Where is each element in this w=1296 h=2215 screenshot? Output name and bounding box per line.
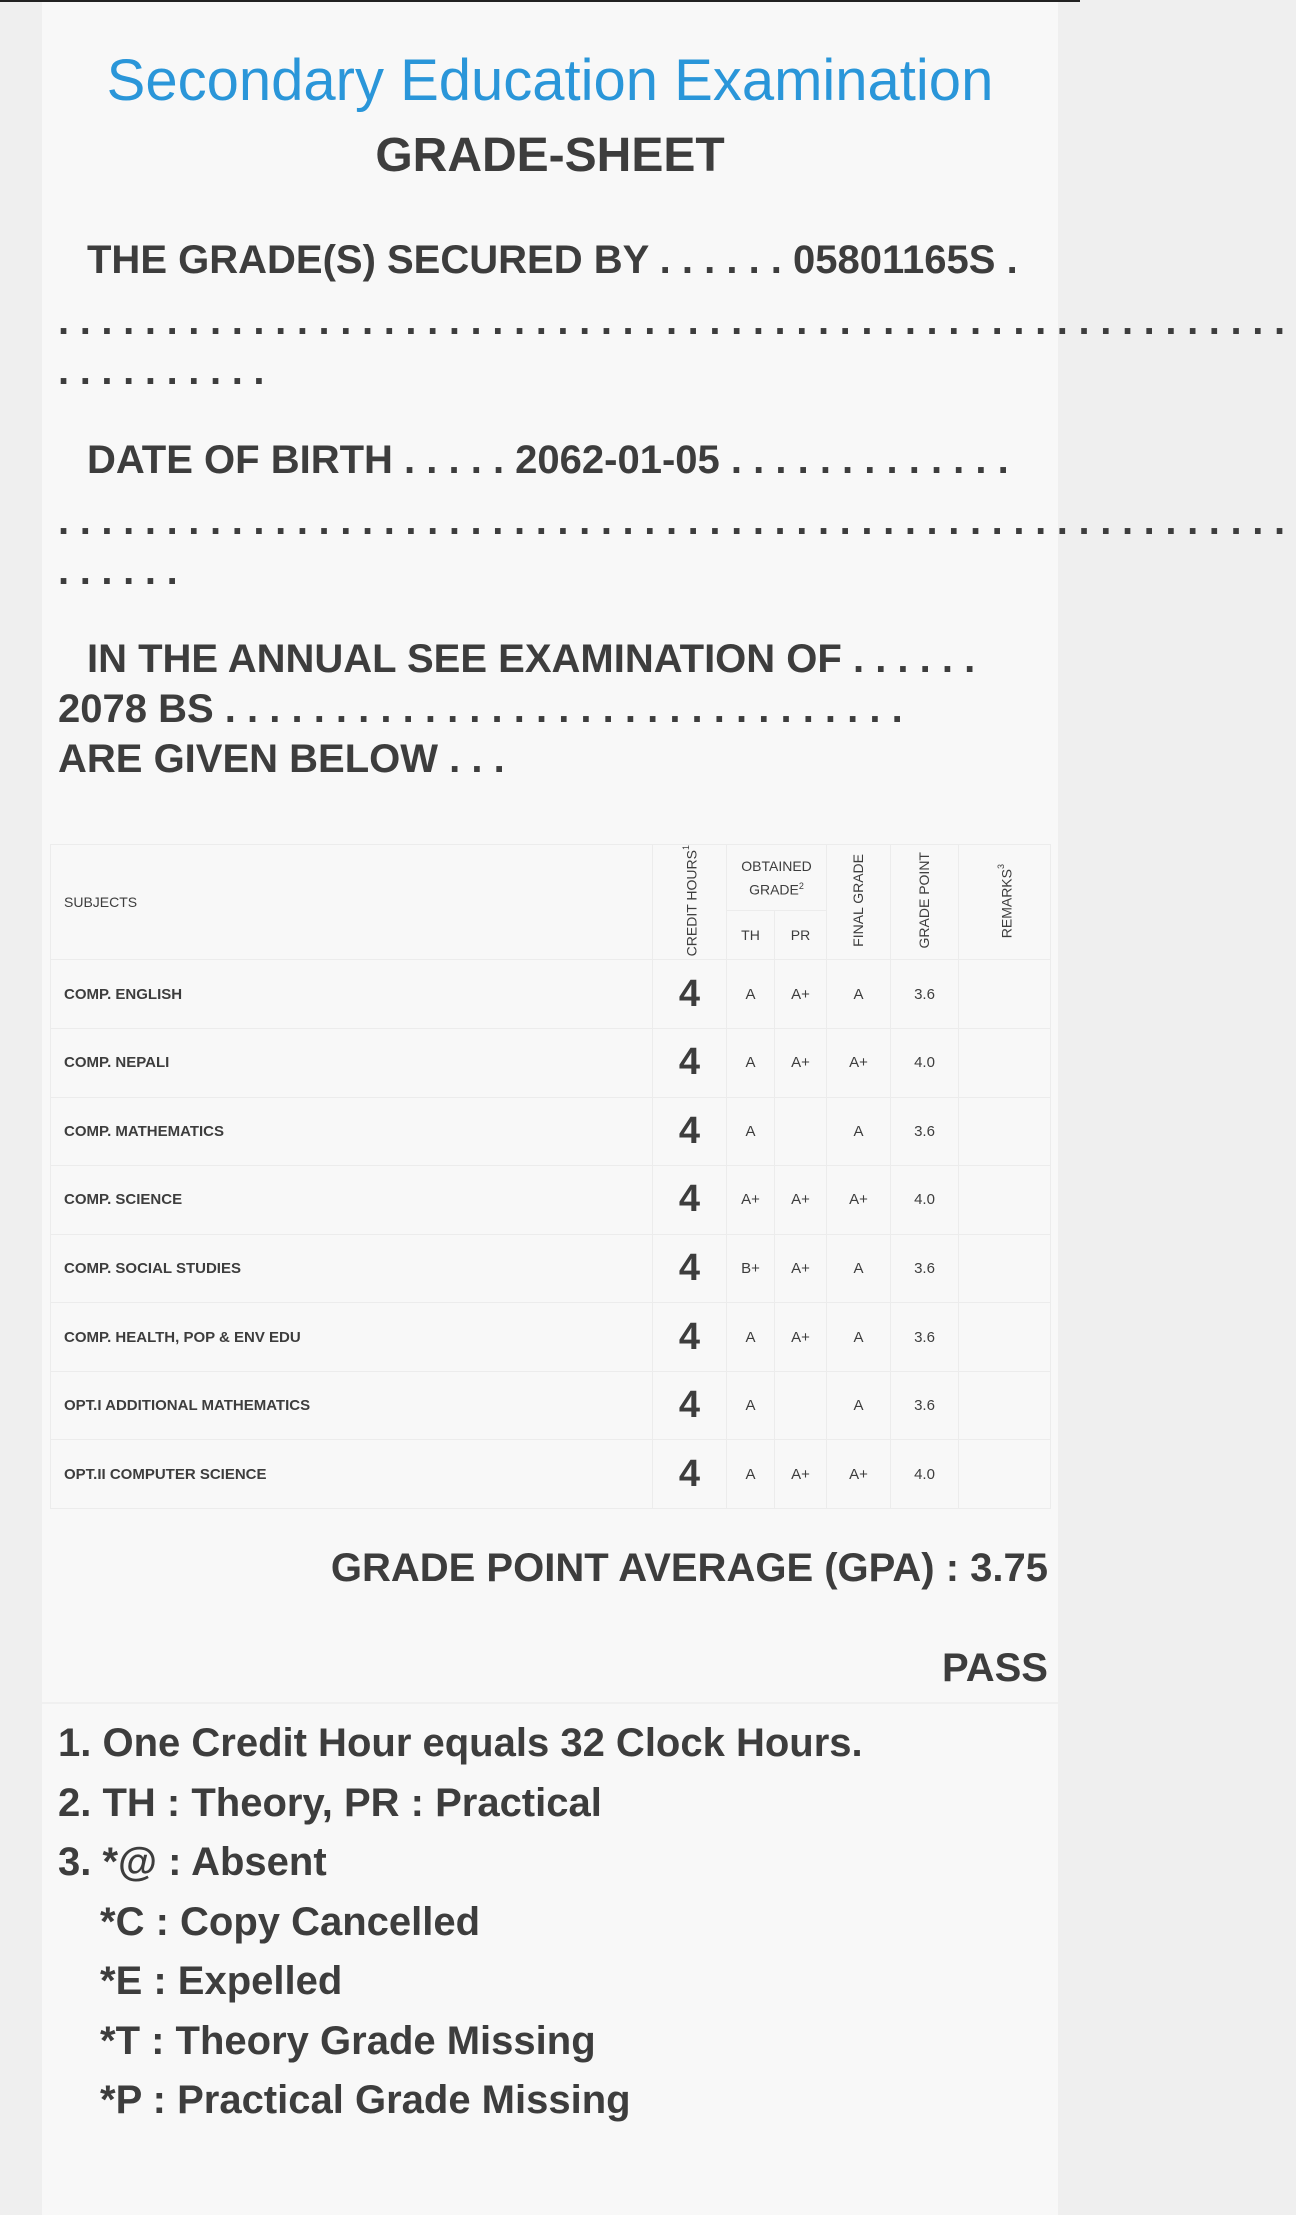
grade-sheet [42, 2, 1296, 2215]
credit-hours-cell: 4 [653, 1097, 727, 1166]
subject-cell: COMP. HEALTH, POP & ENV EDU [51, 1303, 653, 1372]
subject-cell: COMP. NEPALI [51, 1028, 653, 1097]
footnote: *P : Practical Grade Missing [100, 2078, 631, 2122]
given-below-label: ARE GIVEN BELOW . . . [58, 737, 505, 781]
table-row [51, 1097, 1051, 1166]
footnote: *C : Copy Cancelled [100, 1899, 481, 1944]
grade-point-cell: 3.6 [891, 1303, 959, 1372]
practical-grade-cell: A+ [775, 1028, 827, 1097]
table-row [51, 960, 1051, 1029]
dob-line: DATE OF BIRTH . . . . . 2062-01-05 . . . . . . . . . . . . . [87, 438, 1009, 482]
final-grade-cell: A+ [827, 1440, 891, 1509]
final-grade-cell: A+ [827, 1166, 891, 1235]
footnotes [58, 1714, 863, 2131]
theory-grade-cell: A [727, 1440, 775, 1509]
dob-value: 2062-01-05 [515, 438, 720, 482]
table-row [51, 1303, 1051, 1372]
credit-hours-cell: 4 [653, 1440, 727, 1509]
credit-hours-cell: 4 [653, 1303, 727, 1372]
final-grade-cell: A [827, 1303, 891, 1372]
grade-point-cell: 4.0 [891, 1166, 959, 1235]
final-grade-cell: A [827, 1234, 891, 1303]
final-grade-cell: A+ [827, 1028, 891, 1097]
table-row [51, 1234, 1051, 1303]
footnote: 1. One Credit Hour equals 32 Clock Hours. [58, 1721, 863, 1765]
subject-cell: OPT.I ADDITIONAL MATHEMATICS [51, 1371, 653, 1440]
practical-grade-cell: A+ [775, 1166, 827, 1235]
theory-grade-cell: A [727, 1097, 775, 1166]
theory-grade-cell: A [727, 1371, 775, 1440]
remarks-cell [959, 1234, 1051, 1303]
grades-table [50, 844, 1051, 1509]
subject-cell: COMP. SOCIAL STUDIES [51, 1234, 653, 1303]
theory-grade-cell: A+ [727, 1166, 775, 1235]
dot-filler: ...... [58, 549, 189, 593]
final-grade-cell: A [827, 1371, 891, 1440]
practical-grade-cell: A+ [775, 1234, 827, 1303]
header-pr: PR [775, 911, 827, 960]
dot-filler: ......................................................... [58, 299, 1296, 343]
header-subjects: SUBJECTS [51, 845, 653, 960]
remarks-cell [959, 960, 1051, 1029]
theory-grade-cell: A [727, 1303, 775, 1372]
header-final-grade: FINAL GRADE [827, 845, 891, 960]
footnote: 3. *@ : Absent [58, 1840, 327, 1884]
subject-cell: COMP. SCIENCE [51, 1166, 653, 1235]
dot-filler: ......................................................... [58, 499, 1296, 543]
practical-grade-cell: A+ [775, 1303, 827, 1372]
subject-cell: OPT.II COMPUTER SCIENCE [51, 1440, 653, 1509]
exam-label: IN THE ANNUAL SEE EXAMINATION OF [87, 637, 842, 681]
table-row [51, 1028, 1051, 1097]
credit-hours-cell: 4 [653, 1371, 727, 1440]
dob-label: DATE OF BIRTH [87, 438, 393, 482]
secured-by-line: THE GRADE(S) SECURED BY . . . . . . 05801165S . [87, 238, 1018, 282]
remarks-cell [959, 1303, 1051, 1372]
remarks-cell [959, 1166, 1051, 1235]
grade-point-cell: 3.6 [891, 960, 959, 1029]
remarks-cell [959, 1028, 1051, 1097]
gpa-summary: GRADE POINT AVERAGE (GPA) : 3.75 [330, 1546, 1048, 1590]
header-obtained-grade: OBTAINED GRADE$^2$ [727, 845, 827, 911]
theory-grade-cell: A [727, 960, 775, 1029]
sheet-subtitle: GRADE-SHEET [375, 129, 725, 182]
result-status: PASS [942, 1646, 1048, 1690]
grade-point-cell: 4.0 [891, 1028, 959, 1097]
grade-point-cell: 4.0 [891, 1440, 959, 1509]
final-grade-cell: A [827, 960, 891, 1029]
theory-grade-cell: B+ [727, 1234, 775, 1303]
grade-point-cell: 3.6 [891, 1371, 959, 1440]
final-grade-cell: A [827, 1097, 891, 1166]
remarks-cell [959, 1097, 1051, 1166]
exam-line: IN THE ANNUAL SEE EXAMINATION OF . . . . . . [87, 637, 976, 681]
header-grade-point: GRADE POINT [891, 845, 959, 960]
header-th: TH [727, 911, 775, 960]
symbol-number: 05801165S [793, 238, 996, 282]
subject-cell: COMP. MATHEMATICS [51, 1097, 653, 1166]
exam-year-line: 2078 BS . . . . . . . . . . . . . . . . . . . . . . . . . . . . . . . [58, 687, 903, 731]
header-remarks: REMARKS$^3$ [959, 845, 1051, 960]
practical-grade-cell: A+ [775, 1440, 827, 1509]
secured-by-label: THE GRADE(S) SECURED BY [87, 238, 649, 282]
credit-hours-cell: 4 [653, 1028, 727, 1097]
theory-grade-cell: A [727, 1028, 775, 1097]
footnote: 2. TH : Theory, PR : Practical [58, 1780, 602, 1825]
exam-year: 2078 BS [58, 687, 214, 731]
credit-hours-cell: 4 [653, 960, 727, 1029]
dot-filler: .......... [58, 349, 276, 393]
practical-grade-cell: A+ [775, 960, 827, 1029]
exam-title: Secondary Education Examination [106, 48, 994, 113]
subject-cell: COMP. ENGLISH [51, 960, 653, 1029]
grade-point-cell: 3.6 [891, 1234, 959, 1303]
footnote: *E : Expelled [100, 1959, 343, 2003]
remarks-cell [959, 1371, 1051, 1440]
practical-grade-cell [775, 1371, 827, 1440]
table-row [51, 1371, 1051, 1440]
footnote: *T : Theory Grade Missing [100, 2018, 596, 2063]
grade-point-cell: 3.6 [891, 1097, 959, 1166]
table-row [51, 1440, 1051, 1509]
remarks-cell [959, 1440, 1051, 1509]
practical-grade-cell [775, 1097, 827, 1166]
table-row [51, 1166, 1051, 1235]
credit-hours-cell: 4 [653, 1234, 727, 1303]
divider [42, 1702, 1058, 1704]
header-credit-hours: CREDIT HOURS$^1$ [653, 845, 727, 960]
credit-hours-cell: 4 [653, 1166, 727, 1235]
